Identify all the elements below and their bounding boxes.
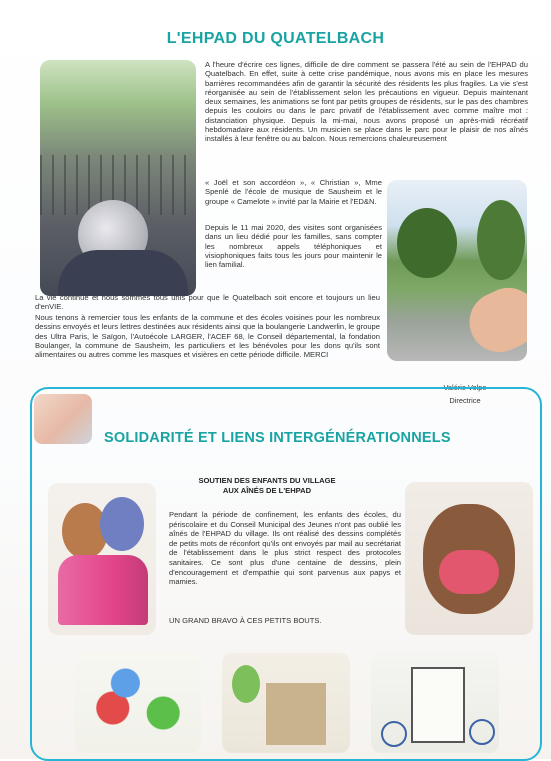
hands-photo [34,394,92,444]
section-title-solidarity: SOLIDARITÉ ET LIENS INTERGÉNÉRATIONNELS [104,430,451,446]
continue-paragraph: La vie continue et nous sommes tous unis pour que le Quatelbach soit encore et toujours un lieu d'enVIE. [35,293,380,312]
park-visit-photo [387,180,527,361]
subsection-heading [172,476,362,496]
signature-role: Directrice [449,396,481,405]
girls-drawing [48,483,156,635]
thanks-paragraph: « Joël et son accordéon », « Christian », Mme Spenlé de l'école de musique de Sausheim et le groupe « Camelote » invité par la Mairie et l'ED&N. [205,178,382,206]
closing-paragraph: Nous tenons à remercier tous les enfants de la commune et des écoles voisines pour les nombreux dessins envoyés et leurs lettres destinées aux résidents ainsi que la boulangerie Landwerlin, le groupe des Ultra Paris, le Saïgon, l'Autoécole LARGER, l'ACEF 68, le Conseil départemental, la fondation Boulanger, la commune de Sausheim, les particuliers et les bénévoles pour les dons qu'ils sont alimentaires ou autres comme les masques et visières en cette période difficile. MERCI [35,313,380,360]
visits-paragraph: Depuis le 11 mai 2020, des visites sont organisées dans un lieu dédié pour les familles, sans compter les nombreux appels téléphoniques et visiophoniques faits tous les jours pour maintenir le lien familial. [205,223,382,270]
balcony-resident-photo [40,60,196,296]
handprints-drawing [75,653,201,753]
signature-name: Valérie Volpe [443,383,487,392]
intro-paragraph: A l'heure d'écrire ces lignes, difficile de dire comment se passera l'été au sein de l'EHPAD du Quatelbach. En effet, suite à cette crise pandémique, nous avons mis en place les mesures barrières recommandées afin de garantir la sécurité des résidents les plus fragiles. La vie s'est réorganisée au sein de l'établissement selon les précautions en vigueur. Depuis maintenant deux semaines, les animations se font par petits groupes de résidents, sur le pas des chambres depuis les couloirs ou dans le parc privatif de l'établissement avec comme maître mot : distanciation physique. Depuis la mi-mai, nous avons proposé un après-midi récréatif hebdomadaire aux résidents. Un musicien se place dans le parc pour le plaisir de nos aînés installés à leur fenêtre ou au balcon. Nous remercions chaleureusement [205,60,528,144]
bear-drawing [405,482,533,635]
section-title-ehpad: L'EHPAD DU QUATELBACH [166,30,385,47]
house-drawing [222,653,350,753]
bravo-line: UN GRAND BRAVO À CES PETITS BOUTS. [169,616,322,625]
solidarity-paragraph: Pendant la période de confinement, les enfants des écoles, du périscolaire et du Conseil Municipal des Jeunes n'ont pas oublié les aînés de l'EHPAD du village. Ils ont réalisé des dessins complétés de petits mots de réconfort qu'ils ont envoyés par mail au secrétariat de l'établissement dans le plus strict respect des protocoles sanitaires. Ce sont plus d'une centaine de dessins, plein d'encouragement et d'empathie qui sont parvenus aux papys et mamies. [169,510,401,587]
subsection-heading-line1: SOUTIEN DES ENFANTS DU VILLAGE [198,476,336,485]
subsection-heading-line2: AUX AÎNÉS DE L'EHPAD [222,486,312,495]
building-drawing [371,653,499,753]
